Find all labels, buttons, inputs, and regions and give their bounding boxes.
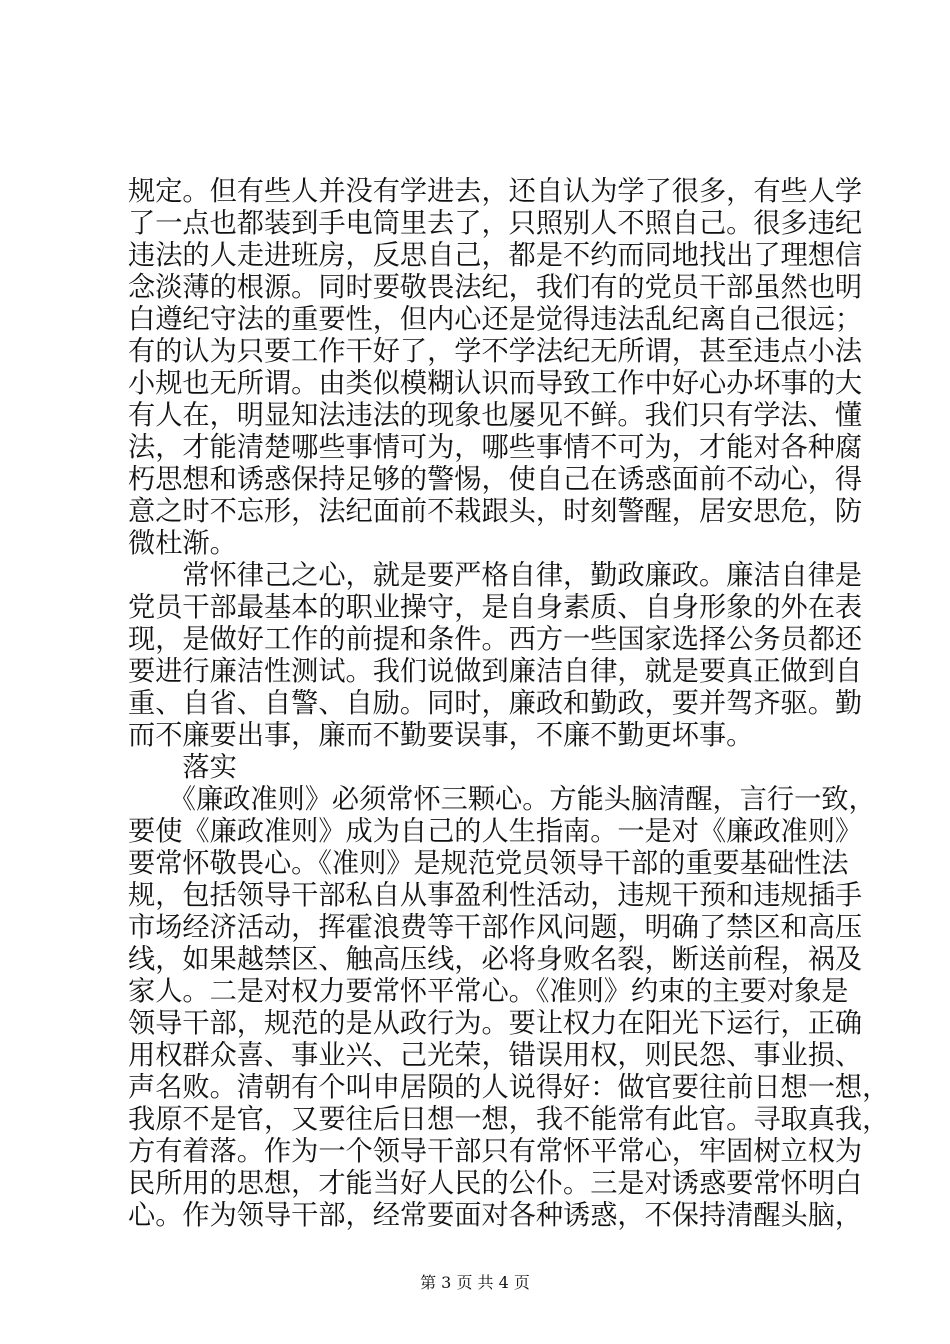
text-line: 白遵纪守法的重要性，但内心还是觉得违法乱纪离自己很远； [128,304,863,335]
text-line: 心。作为领导干部，经常要面对各种诱惑，不保持清醒头脑， [128,1200,863,1231]
text-line: 有的认为只要工作干好了，学不学法纪无所谓，甚至违点小法 [128,336,863,367]
text-line: 声名败。清朝有个叫申居陨的人说得好：做官要往前日想一想， [128,1072,890,1103]
text-line: 家人。二是对权力要常怀平常心。《准则》约束的主要对象是 [128,976,849,1007]
text-line: 小规也无所谓。由类似模糊认识而导致工作中好心办坏事的大 [128,368,863,399]
text-line: 要使《廉政准则》成为自己的人生指南。一是对《廉政准则》 [128,816,863,847]
text-line: 违法的人走进班房，反思自己，都是不约而同地找出了理想信 [128,240,863,271]
text-line: 法，才能清楚哪些事情可为，哪些事情不可为，才能对各种腐 [128,432,863,463]
text-line: 了一点也都装到手电筒里去了，只照别人不照自己。很多违纪 [128,208,863,239]
page-number-footer: 第 3 页 共 4 页 [420,1273,530,1292]
text-line: 朽思想和诱惑保持足够的警惕，使自己在诱惑面前不动心，得 [128,464,863,495]
text-line: 我原不是官，又要往后日想一想，我不能常有此官。寻取真我， [128,1104,890,1135]
text-line: 规，包括领导干部私自从事盈利性活动，违规干预和违规插手 [128,880,863,911]
text-line: 落实 [128,752,237,783]
text-line: 微杜渐。 [128,528,237,559]
text-line: 要常怀敬畏心。《准则》是规范党员领导干部的重要基础性法 [128,848,849,879]
text-line: 有人在，明显知法违法的现象也屡见不鲜。我们只有学法、懂 [128,400,863,431]
text-line: 线，如果越禁区、触高压线，必将身败名裂，断送前程，祸及 [128,944,863,975]
text-line: 常怀律己之心，就是要严格自律，勤政廉政。廉洁自律是 [128,560,863,591]
text-line: 要进行廉洁性测试。我们说做到廉洁自律，就是要真正做到自 [128,656,863,687]
text-line: 规定。但有些人并没有学进去，还自认为学了很多，有些人学 [128,176,863,207]
text-line: 而不廉要出事，廉而不勤要误事，不廉不勤更坏事。 [128,720,754,751]
text-line: 领导干部，规范的是从政行为。要让权力在阳光下运行，正确 [128,1008,863,1039]
body-text [128,176,890,1232]
text-line: 意之时不忘形，法纪面前不栽跟头，时刻警醒，居安思危，防 [128,496,863,527]
text-line: 民所用的思想，才能当好人民的公仆。三是对诱惑要常怀明白 [128,1168,863,1199]
text-line: 《廉政准则》必须常怀三颗心。方能头脑清醒，言行一致， [128,784,876,815]
text-line: 用权群众喜、事业兴、己光荣，错误用权，则民怨、事业损、 [128,1040,863,1071]
text-line: 党员干部最基本的职业操守，是自身素质、自身形象的外在表 [128,592,863,623]
text-line: 念淡薄的根源。同时要敬畏法纪，我们有的党员干部虽然也明 [128,272,863,303]
text-line: 重、自省、自警、自励。同时，廉政和勤政，要并驾齐驱。勤 [128,688,863,719]
text-line: 方有着落。作为一个领导干部只有常怀平常心，牢固树立权为 [128,1136,863,1167]
text-line: 市场经济活动，挥霍浪费等干部作风问题，明确了禁区和高压 [128,912,863,943]
text-line: 现，是做好工作的前提和条件。西方一些国家选择公务员都还 [128,624,863,655]
